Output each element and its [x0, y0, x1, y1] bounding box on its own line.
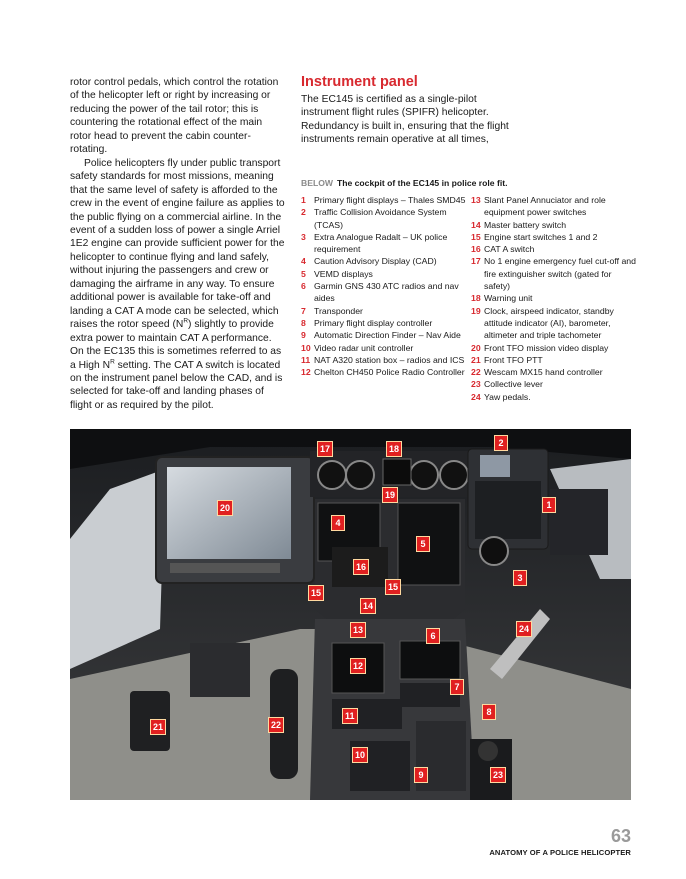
key-item-number: 23	[471, 379, 481, 390]
key-item-text: CAT A switch	[484, 244, 535, 255]
callout-badge: 2	[494, 435, 508, 451]
key-item-text: Warning unit	[484, 293, 533, 304]
key-item	[301, 317, 469, 329]
body-paragraph-1: rotor control pedals, which control the rotation of the helicopter left or right by increasing or reducing the power of the tail rotor; this is countering the rotational effect of the main rotor head to prevent the cabin counter-rotating.	[70, 77, 279, 156]
key-item-number: 2	[301, 207, 306, 218]
key-item-text: VEMD displays	[314, 268, 373, 279]
callout-badge: 22	[268, 717, 284, 733]
key-item	[301, 231, 469, 256]
key-item	[471, 292, 637, 304]
key-item-text: Caution Advisory Display (CAD)	[314, 256, 437, 267]
body-paragraph-2-part-a: Police helicopters fly under public transport safety standards for most missions, meaning that the same level of safety is afforded to the crew in the event of engine failure as applies to the public flying on a commercial airline. In the event of a sudden loss of power a single Arriel 1E2 engine can provide sufficient power for the helicopter to continue flying and land safely, without injuring the passengers and crew or damaging the airframe in any way. To ensure additional power is available for take-off and landing a CAT A mode can be selected, which raises the rotor speed (N	[70, 157, 285, 331]
cockpit-illustration	[70, 429, 631, 800]
key-item	[471, 354, 637, 366]
callout-badge: 21	[150, 719, 166, 735]
key-item	[301, 194, 469, 206]
key-item-text: Traffic Collision Avoidance System (TCAS)	[314, 207, 447, 230]
callout-badge: 20	[217, 500, 233, 516]
key-item	[301, 366, 469, 378]
key-item	[471, 391, 637, 403]
callout-badge: 3	[513, 570, 527, 586]
photo-caption	[301, 178, 507, 188]
running-head: ANATOMY OF A POLICE HELICOPTER	[489, 848, 631, 857]
body-paragraph-2	[70, 157, 286, 413]
key-item-text: Video radar unit controller	[314, 342, 414, 353]
key-item	[301, 342, 469, 354]
key-item-text: Master battery switch	[484, 219, 567, 230]
key-list-right	[471, 194, 637, 403]
key-item-text: Automatic Direction Finder – Nav Aide	[314, 330, 461, 341]
key-item-number: 11	[301, 354, 311, 365]
key-item-text: Transponder	[314, 305, 363, 316]
key-item-number: 3	[301, 231, 306, 242]
callout-badge: 23	[490, 767, 506, 783]
key-item-text: No 1 engine emergency fuel cut-off and fire extinguisher switch (gated for safety)	[484, 256, 636, 292]
key-item-text: Front TFO PTT	[484, 354, 543, 365]
key-item-text: Collective lever	[484, 379, 543, 390]
key-item	[471, 342, 637, 354]
key-item	[471, 305, 637, 342]
superscript-r: R	[183, 317, 189, 325]
key-item	[471, 194, 637, 219]
callout-badge: 18	[386, 441, 402, 457]
key-item	[301, 329, 469, 341]
key-item-number: 1	[301, 195, 306, 205]
key-item-text: Yaw pedals.	[484, 391, 531, 402]
key-item-text: Slant Panel Annuciator and role equipment power switches	[484, 195, 606, 218]
key-item	[301, 305, 469, 317]
callout-badge: 10	[352, 747, 368, 763]
callout-badge: 12	[350, 658, 366, 674]
key-item-text: Wescam MX15 hand controller	[484, 367, 603, 378]
page-number: 63	[610, 826, 631, 846]
key-item	[471, 366, 637, 378]
body-column-left	[70, 76, 286, 412]
key-item	[471, 255, 637, 292]
key-item	[301, 280, 469, 305]
caption-text: The cockpit of the EC145 in police role fit.	[336, 178, 508, 188]
section-instrument-panel	[301, 74, 633, 147]
key-item-text: Clock, airspeed indicator, standby attitude indicator (AI), barometer, altimeter and triple tachometer	[484, 305, 614, 341]
superscript-r: R	[110, 358, 115, 366]
callout-badge: 4	[331, 515, 345, 531]
body-paragraph-2-part-b: ) slightly to provide extra power to maintain CAT A performance. On the EC135 this is sometimes referred to as a High N	[70, 319, 282, 371]
key-item-number: 8	[301, 317, 306, 328]
key-list-left	[301, 194, 469, 378]
key-item-text: Engine start switches 1 and 2	[484, 231, 598, 242]
key-item-number: 16	[471, 244, 481, 255]
key-item-number: 10	[301, 342, 311, 353]
body-paragraph-2-part-c: setting. The CAT A switch is located on the instrument panel below the CAD, and is selected for take-off and landing phases of flight or as required by the pilot.	[70, 359, 283, 411]
key-item-number: 17	[471, 256, 481, 267]
callout-badge: 13	[350, 622, 366, 638]
key-item	[301, 255, 469, 267]
callout-badge: 14	[360, 598, 376, 614]
key-item-number: 21	[471, 354, 481, 365]
caption-tag: BELOW	[301, 178, 333, 188]
key-item-number: 22	[471, 367, 481, 378]
callout-badge: 16	[353, 559, 369, 575]
key-item-text: Extra Analogue Radalt – UK police requirement	[314, 231, 448, 255]
key-item-number: 13	[471, 195, 481, 205]
key-item-number: 12	[301, 367, 311, 378]
callout-badge: 8	[482, 704, 496, 720]
key-item-text: Front TFO mission video display	[484, 342, 609, 353]
key-item-text: Garmin GNS 430 ATC radios and nav aides	[314, 281, 459, 304]
key-item	[471, 231, 637, 243]
key-item	[301, 354, 469, 366]
section-title: Instrument panel	[301, 74, 418, 90]
key-item-number: 24	[471, 391, 481, 402]
key-item	[301, 268, 469, 280]
key-item	[471, 243, 637, 255]
callout-badge: 1	[542, 497, 556, 513]
key-item	[471, 219, 637, 231]
callout-badge: 19	[382, 487, 398, 503]
section-intro: The EC145 is certified as a single-pilot instrument flight rules (SPIFR) helicopter. Redundancy is built in, ensuring that the flight instruments remain operative at all times,	[301, 94, 509, 146]
callout-badge: 24	[516, 621, 532, 637]
key-item-number: 7	[301, 305, 306, 316]
callout-badge: 7	[450, 679, 464, 695]
key-item-number: 5	[301, 268, 306, 279]
key-item-text: NAT A320 station box – radios and ICS	[314, 354, 465, 365]
callout-badge: 6	[426, 628, 440, 644]
callout-badge: 5	[416, 536, 430, 552]
key-item	[301, 206, 469, 231]
callout-badge: 9	[414, 767, 428, 783]
key-item-number: 6	[301, 281, 306, 292]
key-item-text: Primary flight display controller	[314, 317, 433, 328]
callout-badge: 17	[317, 441, 333, 457]
callout-badge: 15	[385, 579, 401, 595]
key-item-text: Chelton CH450 Police Radio Controller	[314, 367, 465, 378]
key-item-number: 9	[301, 330, 306, 341]
key-item-number: 15	[471, 231, 481, 242]
key-item-number: 19	[471, 305, 481, 316]
callout-badge: 11	[342, 708, 358, 724]
key-item-number: 14	[471, 219, 481, 230]
cockpit-photo	[70, 429, 631, 800]
key-item-text: Primary flight displays – Thales SMD45	[314, 195, 466, 205]
callout-badge: 15	[308, 585, 324, 601]
key-item-number: 18	[471, 293, 481, 304]
key-item	[471, 378, 637, 390]
key-item-number: 20	[471, 342, 481, 353]
key-item-number: 4	[301, 256, 306, 267]
